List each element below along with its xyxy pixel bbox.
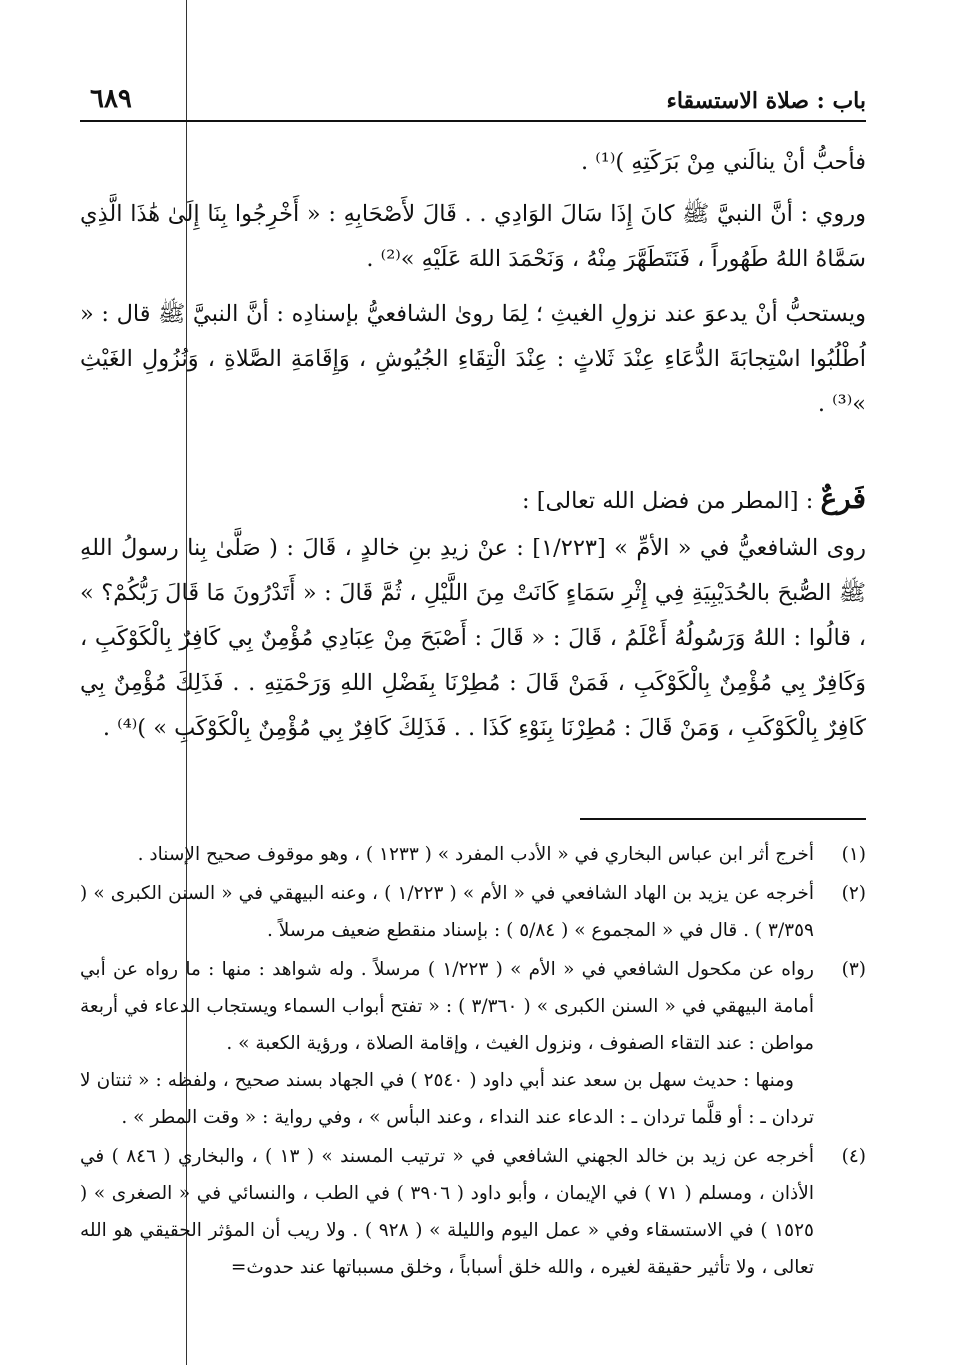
footnote-text: أخرجه عن زيد بن خالد الجهني الشافعي في « ترتيب المسند » ( ١٣ ) ، والبخاري ( ٨٤٦ ) في الأذان ، ومسلم ( ٧١ ) في الإيمان ، وأبو داود ( ٣٩٠٦ ) في الطب ، والنسائي في « الصغرى » ( ١٥٢٥ ) في الاستسقاء وفي « عمل اليوم والليلة » ( ٩٢٨ ) . ولا ريب أن المؤثر الحقيقي هو الله تعالى ، ولا تأثير حقيقة لغيره ، والله خلق أسباباً ، وخلق مسبباتها عند حدوث= — [80, 1146, 814, 1278]
paragraph-1 — [80, 140, 866, 185]
chapter-title: باب : صلاة الاستسقاء — [666, 88, 866, 114]
paragraph-2-text: وروي : أنَّ النبيَّ ﷺ كانَ إِذَا سَالَ الوَادِي . . قَالَ لأَصْحَابِهِ : « أَخْرِجُوا بِنَا إِلَىٰ هَٰذَا الَّذِي سَمَّاهُ اللهُ طَهُوراً ، فَنَتَطَهَّرَ مِنْهُ ، وَنَحْمَدَ اللهَ عَلَيْهِ »⁽²⁾ . — [80, 201, 866, 272]
footnote-text: أخرج أثر ابن عباس البخاري في « الأدب المفرد » ( ١٢٣٣ ) ، وهو موقوف صحيح الإسناد . — [137, 844, 814, 865]
footnote-text-extra: ومنها : حديث سهل بن سعد عند أبي داود ( ٢٥٤٠ ) في الجهاد بسند صحيح ، ولفظه : « ثنتان لا تردان ـ : أو قلَّما تردان ـ : الدعاء عند النداء ، وعند البأس » ، وفي رواية : « وقت المطر » . — [80, 1070, 814, 1128]
footnote-2 — [80, 875, 866, 949]
footnote-number: (٢) — [841, 883, 866, 904]
footnote-number: (٤) — [841, 1146, 866, 1167]
section-heading — [80, 476, 866, 524]
footnote-rule — [580, 818, 866, 820]
running-header — [80, 84, 866, 118]
footnote-4 — [80, 1138, 866, 1286]
footnote-number: (١) — [841, 844, 866, 865]
footnote-3 — [80, 951, 866, 1136]
paragraph-3 — [80, 292, 866, 427]
page-number: ٦٨٩ — [90, 84, 132, 114]
fara-title: : [المطر من فضل الله تعالى] : — [521, 488, 814, 514]
fara-label: فَرعٌ — [820, 482, 866, 515]
footnotes — [80, 836, 866, 1288]
header-rule — [80, 120, 866, 122]
paragraph-1-text: فأحبُّ أنْ ينالَني مِنْ بَرَكَتِهِ )⁽¹⁾ . — [580, 149, 866, 175]
footnote-number: (٣) — [841, 959, 866, 980]
paragraph-5 — [80, 526, 866, 751]
paragraph-5-text: روى الشافعيُّ في « الأمِّ » [١/٢٢٣] : عنْ زيدِ بنِ خالدٍ ، قَالَ : ( صَلَّىٰ بِنا رسولُ اللهِ ﷺ الصُّبحَ بالحُدَيْبِيَةِ فِي إِثْرِ سَمَاءٍ كَانَتْ مِنَ اللَّيْلِ ، ثُمَّ قَالَ : « أَتَدْرُونَ مَا قَالَ رَبُّكُمْ؟ » ، قالُوا : اللهُ وَرَسُولُهُ أَعْلَمُ ، قَالَ : « قَالَ : أَصْبَحَ مِنْ عِبَادِي مُؤْمِنٌ بِي كَافِرٌ بِالْكَوْكَبِ ، وَكَافِرٌ بِي مُؤْمِنٌ بِالْكَوْكَبِ ، فَمَنْ قَالَ : مُطِرْنَا بِفَضْلِ اللهِ وَرَحْمَتِهِ . . فَذَلِكَ مُؤْمِنٌ بِي كَافِرٌ بِالْكَوْكَبِ ، وَمَنْ قَالَ : مُطِرْنَا بِنَوْءِ كَذَا . . فَذَلِكَ كَافِرٌ بِي مُؤْمِنٌ بِالْكَوْكَبِ » )⁽⁴⁾ . — [80, 535, 866, 741]
paragraph-3-text: ويستحبُّ أنْ يدعوَ عند نزولِ الغيثِ ؛ لِمَا روىٰ الشافعيُّ بإسنادِه : أنَّ النبيَّ ﷺ قال : « اُطْلُبُوا اسْتِجابَةَ الدُّعَاءِ عِنْدَ ثَلاثٍ : عِنْدَ الْتِقَاءِ الجُيُوشِ ، وَإِقَامَةِ الصَّلاةِ ، وَنُزُولِ الغَيْثِ »⁽³⁾ . — [80, 301, 866, 417]
footnote-1 — [80, 836, 866, 873]
paragraph-2 — [80, 192, 866, 282]
footnote-text: رواه عن مكحول الشافعي في « الأم » ( ١/٢٢٣ ) مرسلاً . وله شواهد : منها : ما رواه عن أبي أمامة البيهقي في « السنن الكبرى » ( ٣/٣٦٠ ) : « تفتح أبواب السماء ويستجاب الدعاء في أربعة مواطن : عند التقاء الصفوف ، ونزول الغيث ، وإقامة الصلاة ، ورؤية الكعبة » . — [80, 959, 814, 1054]
footnote-text: أخرجه عن يزيد بن الهاد الشافعي في « الأم » ( ١/٢٢٣ ) ، وعنه البيهقي في « السنن الكبرى » ( ٣/٣٥٩ ) . قال في « المجموع » ( ٥/٨٤ ) : بإسناد منقطع ضعيف مرسلاً . — [80, 883, 814, 941]
